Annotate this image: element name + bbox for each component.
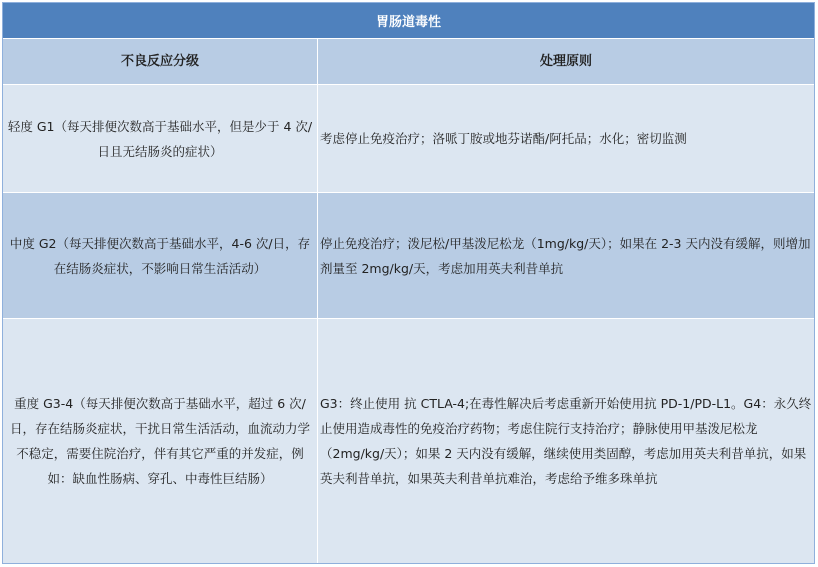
gi-toxicity-table bbox=[2, 2, 815, 564]
principle-cell bbox=[318, 193, 814, 318]
principle-text: 考虑停止免疫治疗；洛哌丁胺或地芬诺酯/阿托品；水化；密切监测 bbox=[320, 131, 687, 146]
grade-text: 重度 G3-4（每天排便次数高于基础水平，超过 6 次/日，存在结肠炎症状，干扰日常生活活动，血流动力学不稳定，需要住院治疗，伴有其它严重的并发症，例如：缺血性肠病、穿孔、中毒性巨结肠） bbox=[9, 396, 310, 486]
table-row bbox=[3, 319, 814, 563]
principle-text: 停止免疫治疗；泼尼松/甲基泼尼松龙（1mg/kg/天）；如果在 2-3 天内没有缓解，则增加剂量至 2mg/kg/天，考虑加用英夫利昔单抗 bbox=[320, 235, 811, 276]
table-row bbox=[3, 85, 814, 192]
principle-cell bbox=[318, 85, 814, 192]
table-title: 胃肠道毒性 bbox=[3, 3, 814, 38]
table-row bbox=[3, 193, 814, 318]
header-principle: 处理原则 bbox=[318, 39, 814, 84]
grade-cell bbox=[3, 85, 318, 192]
header-grade: 不良反应分级 bbox=[3, 39, 318, 84]
grade-text: 轻度 G1（每天排便次数高于基础水平，但是少于 4 次/日且无结肠炎的症状） bbox=[7, 118, 313, 159]
grade-text: 中度 G2（每天排便次数高于基础水平，4-6 次/日，存在结肠炎症状，不影响日常生活活动） bbox=[9, 235, 311, 276]
principle-text: G3：终止使用 抗 CTLA-4;在毒性解决后考虑重新开始使用抗 PD-1/PD-L1。G4：永久终止使用造成毒性的免疫治疗药物；考虑住院行支持治疗；静脉使用甲基泼尼松龙（2mg/kg/天）；如果 2 天内没有缓解，继续使用类固醇，考虑加用英夫利昔单抗，如果英夫利昔单抗，如果英夫利昔单抗难治，考虑给予维多珠单抗 bbox=[320, 396, 812, 486]
grade-cell bbox=[3, 193, 318, 318]
grade-cell bbox=[3, 319, 318, 563]
principle-cell bbox=[318, 319, 814, 563]
header-row bbox=[3, 39, 814, 84]
